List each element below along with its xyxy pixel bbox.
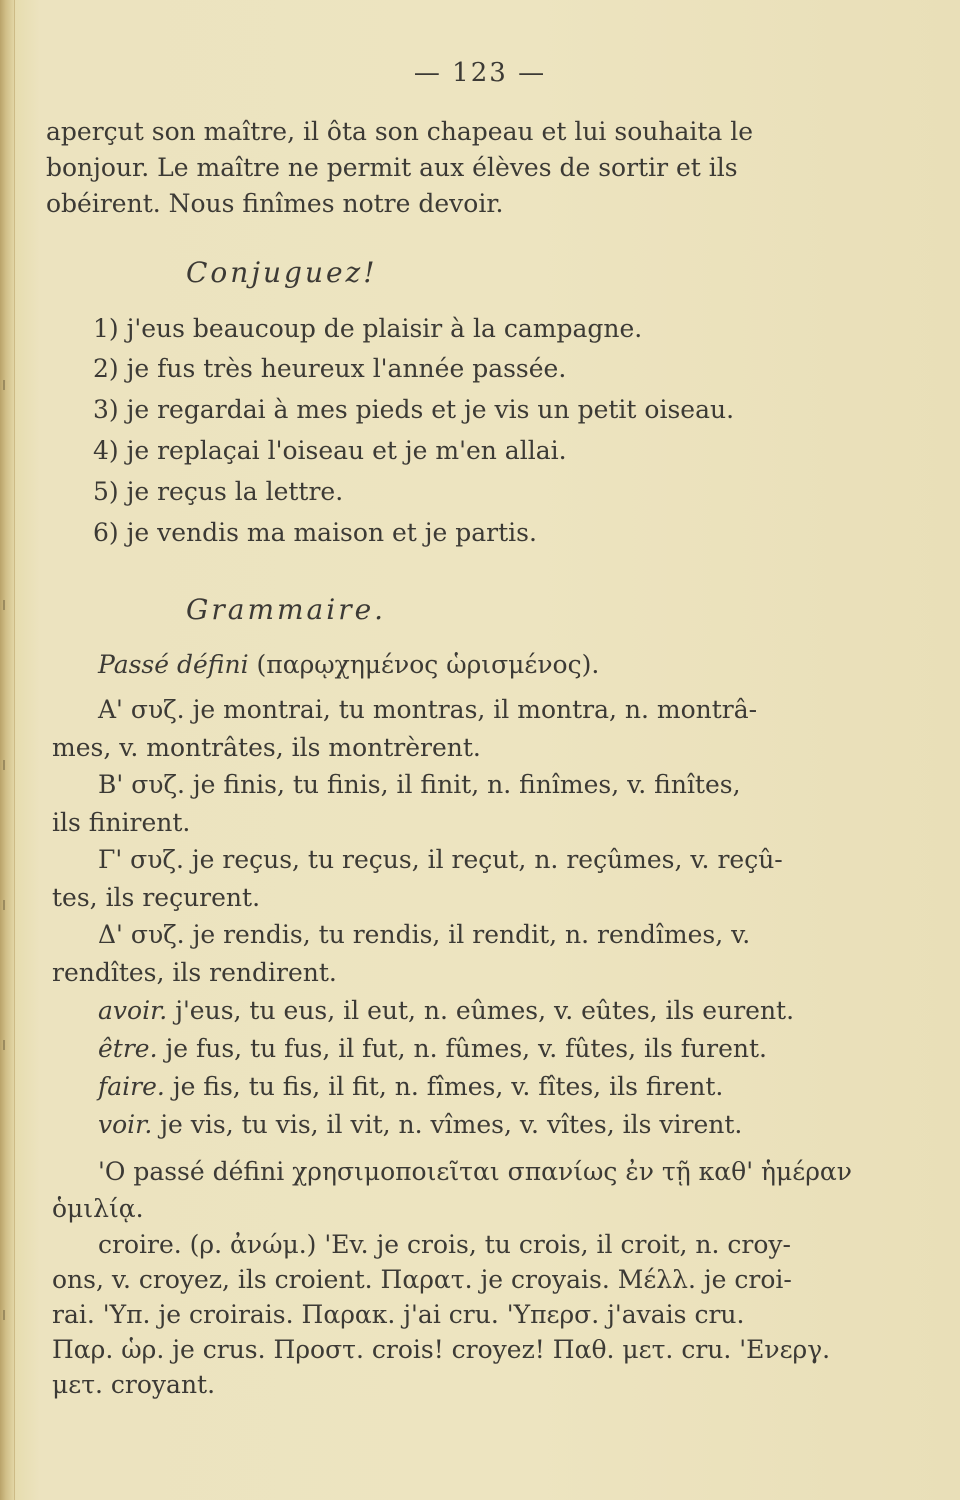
conjugation-line: rendîtes, ils rendirent.	[52, 958, 337, 987]
grammaire-heading: Grammaire.	[186, 593, 387, 626]
conjugation-line: Γ' συζ. je reçus, tu reçus, il reçut, n. reçûmes, v. reçû-	[98, 845, 783, 874]
exercise-item: 5) je reçus la lettre.	[93, 477, 344, 506]
croire-line: rai. 'Υπ. je croirais. Παρακ. j'ai cru. 'Υπερσ. j'avais cru.	[52, 1300, 745, 1329]
irregular-verb-line	[98, 1110, 742, 1140]
usage-note-line: ὁμιλίᾳ.	[52, 1194, 144, 1223]
irregular-forms: je fus, tu fus, il fut, n. fûmes, v. fûtes, ils furent.	[165, 1034, 767, 1063]
exercise-item: 4) je replaçai l'oiseau et je m'en allai.	[93, 436, 567, 465]
intro-line: obéirent. Nous finîmes notre devoir.	[46, 189, 504, 218]
croire-line: croire. (ρ. ἀνώμ.) 'Ev. je crois, tu crois, il croit, n. croy-	[98, 1230, 791, 1259]
exercise-item: 1) j'eus beaucoup de plaisir à la campagne.	[93, 314, 643, 343]
irregular-verb-line	[98, 1034, 767, 1064]
irregular-verb: voir.	[98, 1110, 153, 1139]
binding-mark	[3, 600, 13, 610]
croire-line: Παρ. ὡρ. je crus. Προστ. crois! croyez! Παθ. μετ. cru. 'Ενεργ.	[52, 1335, 831, 1364]
conjugation-line: mes, v. montrâtes, ils montrèrent.	[52, 733, 481, 762]
exercise-item: 6) je vendis ma maison et je partis.	[93, 518, 537, 547]
conjugation-line: A' συζ. je montrai, tu montras, il montra, n. montrâ-	[98, 695, 758, 724]
section-title	[98, 650, 599, 680]
irregular-verb-line	[98, 1072, 723, 1102]
conjugation-line: ils finirent.	[52, 808, 191, 837]
binding-mark	[3, 380, 13, 390]
conjugation-line: B' συζ. je finis, tu finis, il finit, n. finîmes, v. finîtes,	[98, 770, 741, 799]
book-binding	[0, 0, 15, 1500]
page-number: — 123 —	[413, 58, 547, 88]
exercise-item: 2) je fus très heureux l'année passée.	[93, 354, 567, 383]
binding-mark	[3, 1310, 13, 1320]
irregular-verb: faire.	[98, 1072, 165, 1101]
intro-line: bonjour. Le maître ne permit aux élèves de sortir et ils	[46, 153, 738, 182]
croire-line: ons, v. croyez, ils croient. Παρατ. je croyais. Μέλλ. je croi-	[52, 1265, 792, 1294]
conjugation-line: tes, ils reçurent.	[52, 883, 261, 912]
exercise-item: 3) je regardai à mes pieds et je vis un petit oiseau.	[93, 395, 735, 424]
binding-mark	[3, 1040, 13, 1050]
section-title-greek: (παρῳχημένος ὡρισμένος).	[256, 650, 600, 679]
binding-mark	[3, 900, 13, 910]
section-title-italic: Passé défini	[98, 650, 249, 679]
binding-mark	[3, 760, 13, 770]
irregular-forms: je vis, tu vis, il vit, n. vîmes, v. vîtes, ils virent.	[160, 1110, 743, 1139]
irregular-forms: je fis, tu fis, il fit, n. fîmes, v. fîtes, ils firent.	[172, 1072, 724, 1101]
conjugation-line: Δ' συζ. je rendis, tu rendis, il rendit, n. rendîmes, v.	[98, 920, 751, 949]
irregular-verb: avoir.	[98, 996, 168, 1025]
conjuguez-heading: Conjuguez!	[186, 256, 378, 289]
croire-line: μετ. croyant.	[52, 1370, 216, 1399]
irregular-forms: j'eus, tu eus, il eut, n. eûmes, v. eûtes, ils eurent.	[175, 996, 795, 1025]
usage-note-line: 'O passé défini χρησιμοποιεῖται σπανίως ἐν τῇ καθ' ἡμέραν	[98, 1157, 852, 1186]
intro-line: aperçut son maître, il ôta son chapeau et lui souhaita le	[46, 117, 754, 146]
irregular-verb: être.	[98, 1034, 158, 1063]
irregular-verb-line	[98, 996, 794, 1026]
